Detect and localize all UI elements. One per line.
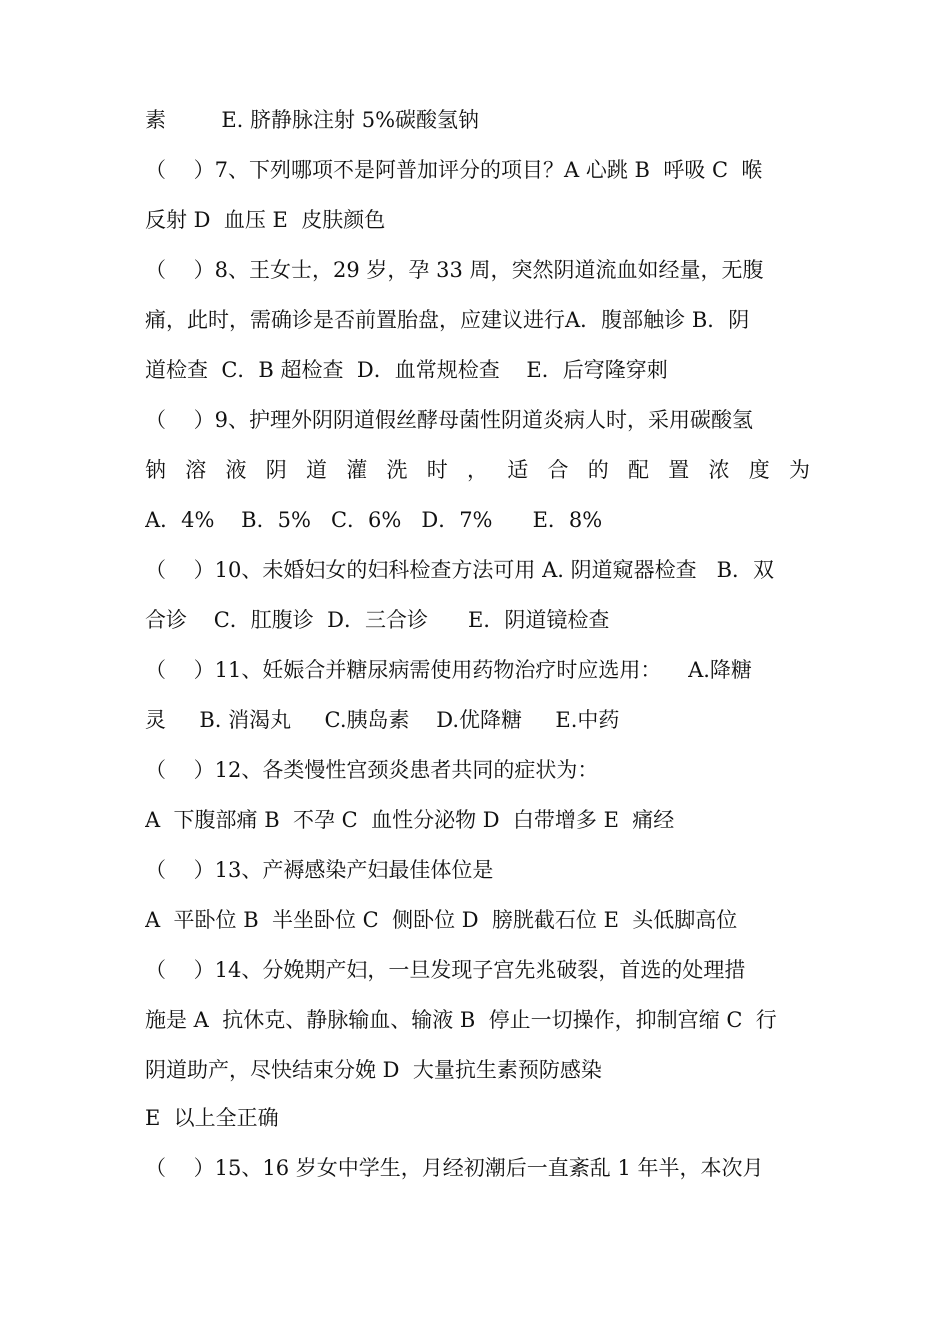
text-line: 合诊 C．肛腹诊 D．三合诊 E．阴道镜检查 <box>145 608 610 632</box>
text-line: 反射 D 血压 E 皮肤颜色 <box>145 208 386 232</box>
question-7-line: （ ）7、下列哪项不是阿普加评分的项目？A 心跳 B 呼吸 C 喉 <box>145 158 763 182</box>
text-line: A 平卧位 B 半坐卧位 C 侧卧位 D 膀胱截石位 E 头低脚高位 <box>145 908 738 932</box>
question-10-line: （ ）10、未婚妇女的妇科检查方法可用 A. 阴道窥器检查 B．双 <box>145 558 775 582</box>
question-14-line: （ ）14、分娩期产妇，一旦发现子宫先兆破裂，首选的处理措 <box>145 958 746 982</box>
text-line: E 以上全正确 <box>145 1106 279 1130</box>
text-line: 阴道助产，尽快结束分娩 D 大量抗生素预防感染 <box>145 1058 602 1082</box>
question-12-line: （ ）12、各类慢性宫颈炎患者共同的症状为： <box>145 758 599 782</box>
question-13-line: （ ）13、产褥感染产妇最佳体位是 <box>145 858 494 882</box>
text-line: A 下腹部痛 B 不孕 C 血性分泌物 D 白带增多 E 痛经 <box>145 808 675 832</box>
question-15-line: （ ）15、16 岁女中学生，月经初潮后一直紊乱 1 年半，本次月 <box>145 1156 764 1180</box>
text-line: 痛，此时，需确诊是否前置胎盘，应建议进行A．腹部触诊 B．阴 <box>145 308 750 332</box>
text-line: A．4% B．5% C．6% D．7% E．8% <box>145 508 603 532</box>
text-line: 素 E. 脐静脉注射 5%碳酸氢钠 <box>145 108 480 132</box>
text-line: 道检查 C．B 超检查 D．血常规检查 E．后穹隆穿刺 <box>145 358 668 382</box>
question-11-line: （ ）11、妊娠合并糖尿病需使用药物治疗时应选用： A.降糖 <box>145 658 752 682</box>
question-8-line: （ ）8、王女士，29 岁，孕 33 周，突然阴道流血如经量，无腹 <box>145 258 764 282</box>
text-line: 施是 A 抗休克、静脉输血、输液 B 停止一切操作，抑制宫缩 C 行 <box>145 1008 777 1032</box>
text-line: 钠 溶 液 阴 道 灌 洗 时 ， 适 合 的 配 置 浓 度 为 <box>145 458 810 482</box>
text-line: 灵 B. 消渴丸 C.胰岛素 D.优降糖 E.中药 <box>145 708 620 732</box>
question-9-line: （ ）9、护理外阴阴道假丝酵母菌性阴道炎病人时，采用碳酸氢 <box>145 408 754 432</box>
